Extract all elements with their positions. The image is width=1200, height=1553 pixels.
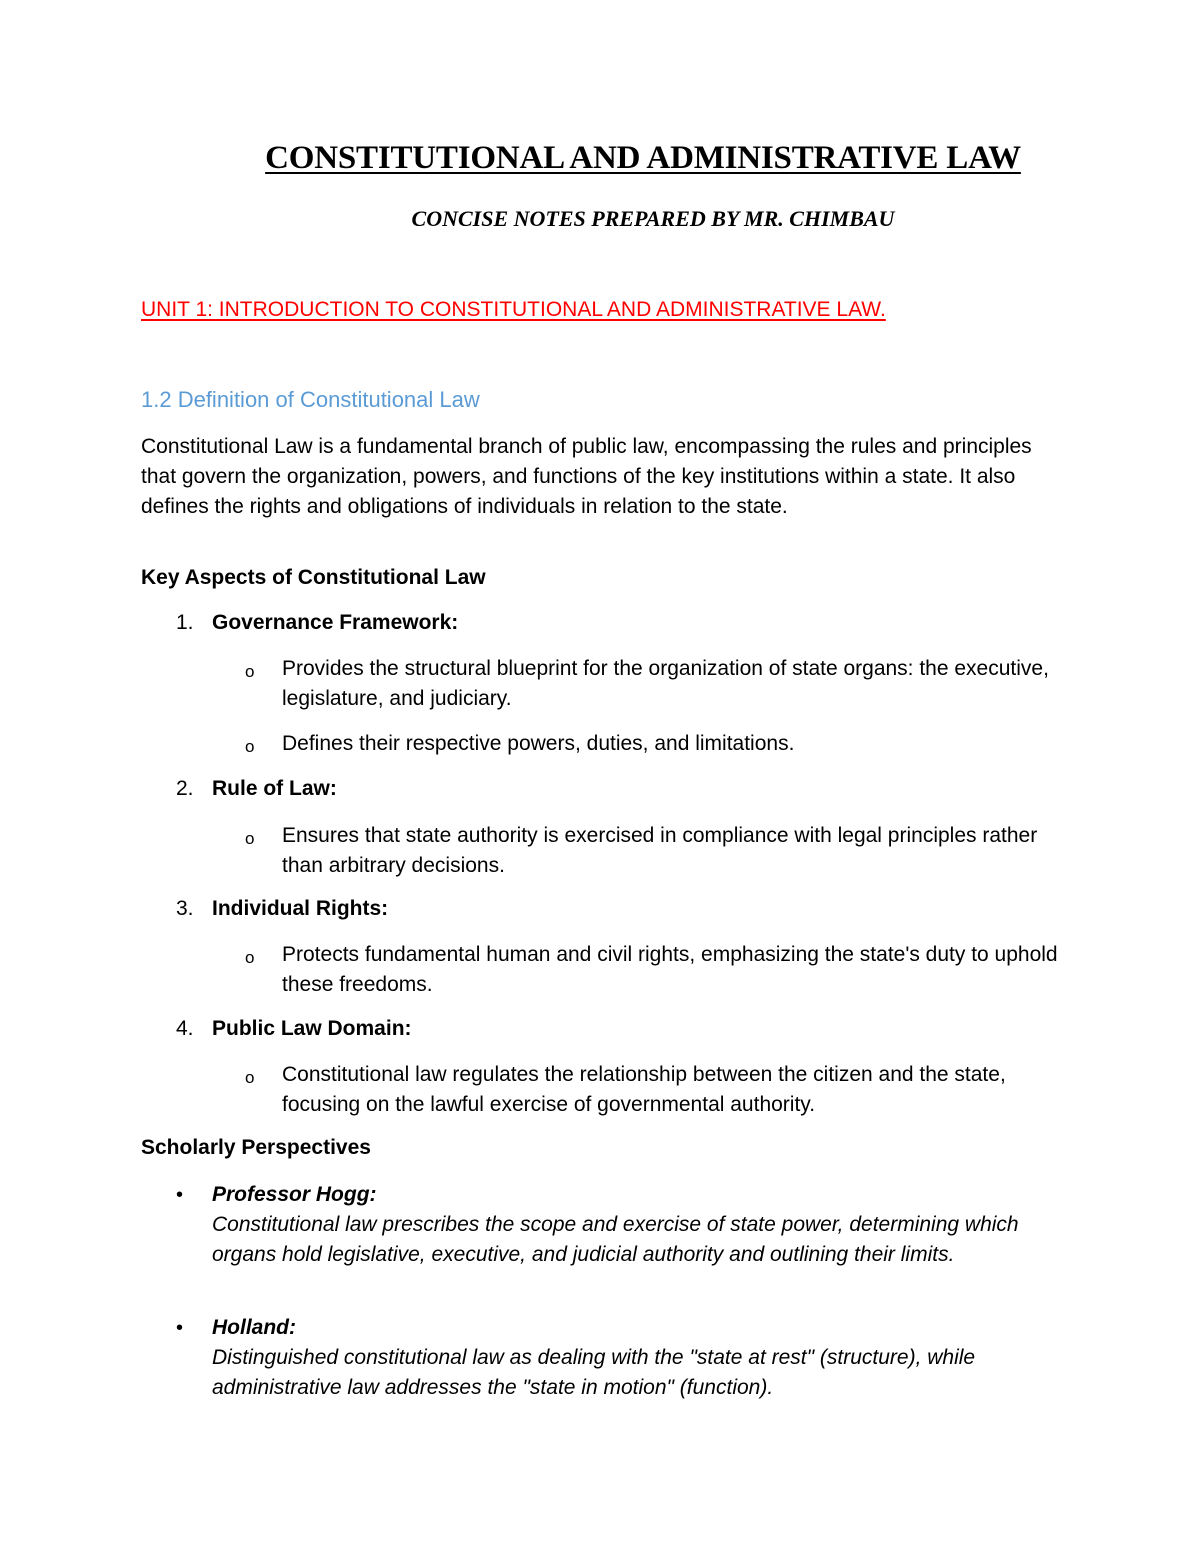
document-title: CONSTITUTIONAL AND ADMINISTRATIVE LAW <box>265 140 1021 176</box>
key-aspect-item <box>176 1017 412 1041</box>
item-label: Public Law Domain: <box>212 1017 412 1040</box>
key-aspects-heading: Key Aspects of Constitutional Law <box>141 566 486 589</box>
item-number: 2. <box>176 777 194 800</box>
sub-bullet-icon: o <box>245 737 255 756</box>
definition-paragraph: Constitutional Law is a fundamental branch of public law, encompassing the rules and principles that govern the organization, powers, and functions of the key institutions within a state. It also defines the rights and obligations of individuals in relation to the state. <box>141 435 1032 518</box>
item-label: Individual Rights: <box>212 897 389 920</box>
sub-point-text: Ensures that state authority is exercised in compliance with legal principles rather than arbitrary decisions. <box>282 824 1038 877</box>
sub-bullet-icon: o <box>245 662 255 681</box>
key-aspect-item <box>176 777 337 801</box>
scholar-name: Professor Hogg: <box>212 1183 377 1206</box>
key-aspect-item <box>176 611 458 635</box>
key-aspect-item <box>176 897 388 921</box>
unit-heading: UNIT 1: INTRODUCTION TO CONSTITUTIONAL AND ADMINISTRATIVE LAW. <box>141 298 886 321</box>
scholar-text: Constitutional law prescribes the scope and exercise of state power, determining which organs hold legislative, executive, and judicial authority and outlining their limits. <box>212 1213 1019 1266</box>
sub-bullet-icon: o <box>245 829 255 848</box>
scholar-text: Distinguished constitutional law as dealing with the "state at rest" (structure), while administrative law addresses the "state in motion" (function). <box>212 1346 976 1399</box>
sub-point-text: Provides the structural blueprint for the organization of state organs: the executive, legislature, and judiciary. <box>282 657 1049 710</box>
scholarly-heading: Scholarly Perspectives <box>141 1136 371 1159</box>
sub-bullet-icon: o <box>245 948 255 967</box>
item-number: 4. <box>176 1017 194 1040</box>
section-heading: 1.2 Definition of Constitutional Law <box>141 387 480 412</box>
item-label: Governance Framework: <box>212 611 459 634</box>
bullet-icon: • <box>176 1184 184 1206</box>
sub-point-text: Constitutional law regulates the relationship between the citizen and the state, focusing on the lawful exercise of governmental authority. <box>282 1063 1006 1116</box>
sub-point-text: Defines their respective powers, duties, and limitations. <box>282 732 795 755</box>
document-subtitle: CONCISE NOTES PREPARED BY MR. CHIMBAU <box>411 206 895 231</box>
scholar-name: Holland: <box>212 1316 296 1339</box>
item-number: 1. <box>176 611 194 634</box>
item-label: Rule of Law: <box>212 777 337 800</box>
item-number: 3. <box>176 897 194 920</box>
sub-point-text: Protects fundamental human and civil rights, emphasizing the state's duty to uphold these freedoms. <box>282 943 1058 996</box>
bullet-icon: • <box>176 1317 184 1339</box>
sub-bullet-icon: o <box>245 1068 255 1087</box>
